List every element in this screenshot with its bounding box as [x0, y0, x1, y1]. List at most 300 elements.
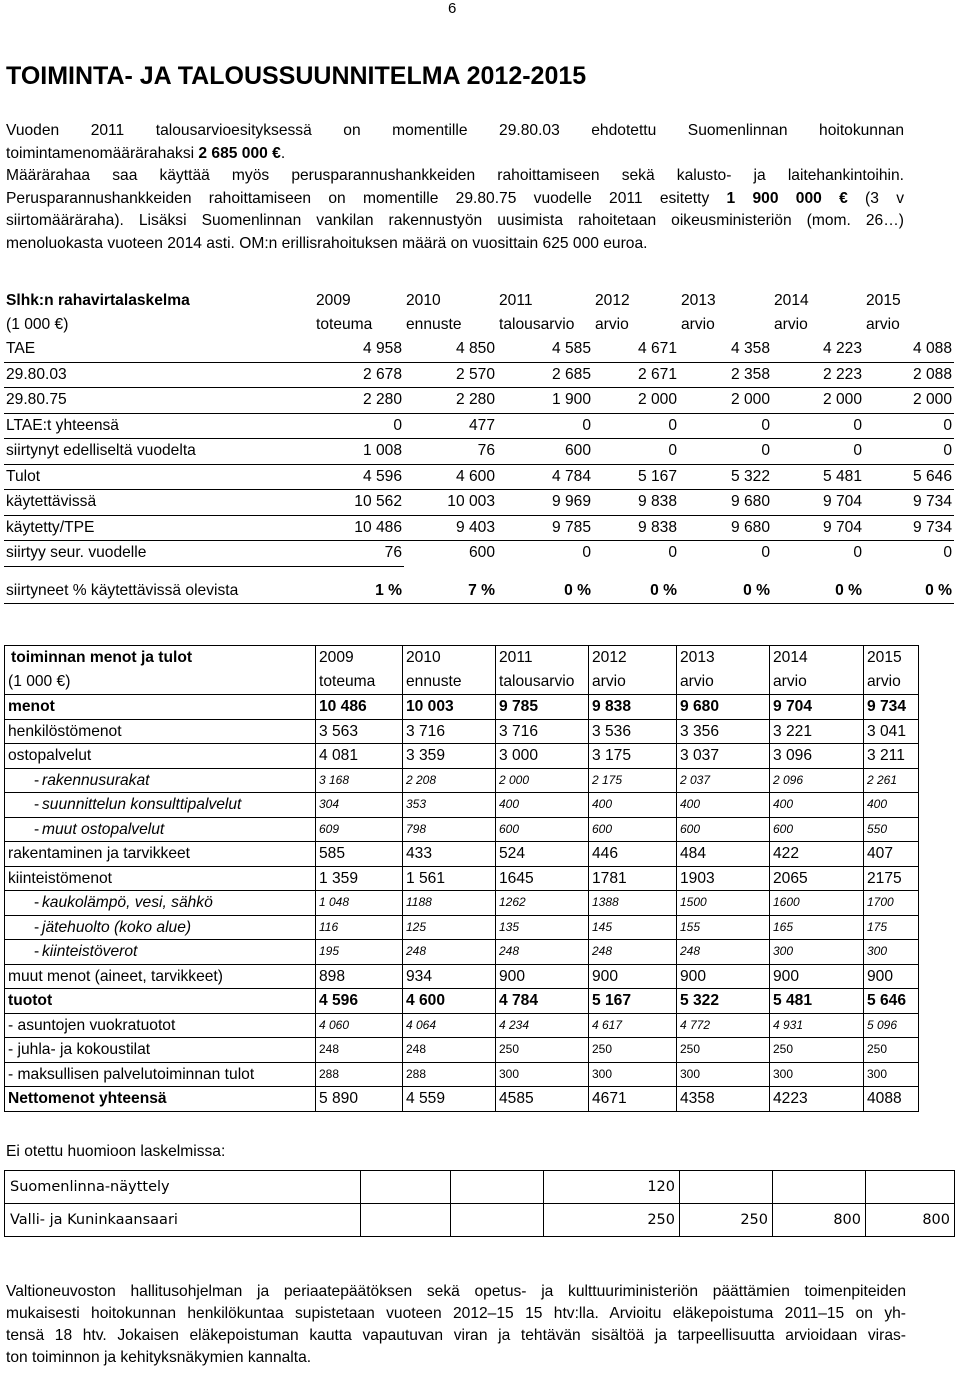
table-row — [4, 337, 954, 362]
row-label: käytettävissä — [4, 490, 314, 516]
table-row — [5, 793, 919, 818]
cell: 3 359 — [403, 744, 496, 769]
closing-paragraph — [6, 1281, 906, 1369]
cell: 400 — [677, 793, 770, 818]
row-label-text: kiinteistöverot — [42, 943, 138, 960]
cell: 484 — [677, 842, 770, 867]
cell: 400 — [770, 793, 864, 818]
intro-line-2-text: toimintamenomäärärahaksi — [6, 144, 199, 162]
row-label — [5, 940, 316, 965]
cell: 4 931 — [770, 1013, 864, 1038]
cell: 195 — [316, 940, 403, 965]
cell: 2 678 — [314, 362, 404, 388]
cell: 600 — [468, 544, 495, 562]
cell: 248 — [496, 940, 589, 965]
row-label: - asuntojen vuokratuotot — [5, 1013, 316, 1038]
cell: 0 % — [593, 579, 679, 604]
dash: - — [34, 820, 40, 838]
table-row — [5, 768, 919, 793]
cell: 1388 — [589, 891, 677, 916]
row-label: Nettomenot yhteensä — [5, 1087, 316, 1112]
row-label: menot — [5, 695, 316, 720]
cell: 9 704 — [772, 490, 864, 516]
cell: 1781 — [589, 866, 677, 891]
cell: 0 — [761, 544, 770, 562]
intro-line-2-end: . — [280, 144, 286, 162]
cell: 0 — [943, 544, 952, 562]
cell: 600 — [770, 817, 864, 842]
closing-line-1: Valtioneuvoston hallitusohjelman ja periaatepäätöksen sekä opetus- ja kulttuuriministeriön päättämien toimenpiteiden — [6, 1283, 906, 1300]
cell: 2 037 — [677, 768, 770, 793]
cell: 600 — [589, 817, 677, 842]
cell: 2 208 — [403, 768, 496, 793]
intro-line-5: siirtomääräraha). Lisäksi Suomenlinnan vankilan rakennustyön uusimista rahoitetaan oikeusministeriön (mom. 26…) — [6, 212, 904, 229]
dash: - — [34, 894, 40, 911]
cell: 5 646 — [864, 989, 919, 1014]
spacer — [4, 566, 954, 579]
cell: 900 — [677, 964, 770, 989]
cell: 5 481 — [770, 989, 864, 1014]
cell: 2 570 — [404, 362, 497, 388]
cell: 5 167 — [593, 464, 679, 490]
cell: 248 — [589, 940, 677, 965]
col-sub: talousarvio — [499, 316, 575, 333]
cell: 5 167 — [589, 989, 677, 1014]
cell: 2 223 — [772, 362, 864, 388]
cell: 446 — [589, 842, 677, 867]
col-year: 2010 — [403, 646, 496, 671]
cell: 2 280 — [314, 388, 404, 414]
cell: 4 600 — [403, 989, 496, 1014]
cell: 9 838 — [593, 515, 679, 541]
cell: 0 % — [497, 579, 593, 604]
cell: 4 772 — [677, 1013, 770, 1038]
cell: 5 096 — [864, 1013, 919, 1038]
col-sub: arvio — [864, 670, 919, 695]
table-row — [5, 842, 919, 867]
cell: 407 — [864, 842, 919, 867]
cell: 3 221 — [770, 719, 864, 744]
cell: 2 358 — [679, 362, 772, 388]
cell: 600 — [496, 817, 589, 842]
cell: 422 — [770, 842, 864, 867]
cell: 0 — [864, 439, 954, 465]
row-label — [5, 891, 316, 916]
row-label-text: kaukolämpö, vesi, sähkö — [42, 894, 213, 911]
row-label: Tulot — [4, 464, 314, 490]
cell: 145 — [589, 915, 677, 940]
cell: 4 358 — [679, 337, 772, 362]
cell: 3 037 — [677, 744, 770, 769]
cell: 2 000 — [593, 388, 679, 414]
table-row — [5, 817, 919, 842]
row-label: Suomenlinna-näyttely — [5, 1171, 361, 1204]
col-sub: arvio — [770, 670, 864, 695]
intro-paragraph — [6, 120, 904, 255]
row-label: - maksullisen palvelutoiminnan tulot — [5, 1062, 316, 1087]
cell: 1600 — [770, 891, 864, 916]
cell: 2 088 — [864, 362, 954, 388]
table-row — [4, 362, 954, 388]
cell: 1 359 — [316, 866, 403, 891]
col-year: 2014 — [774, 292, 809, 309]
cell: 300 — [589, 1062, 677, 1087]
intro-amount-2685000: 2 685 000 € — [198, 144, 281, 162]
cell: 9 403 — [404, 515, 497, 541]
cell: 288 — [316, 1062, 403, 1087]
cell: 116 — [316, 915, 403, 940]
cell: 934 — [403, 964, 496, 989]
cell: 155 — [677, 915, 770, 940]
cell: 9 734 — [864, 695, 919, 720]
cashflow-header-title: Slhk:n rahavirtalaskelma — [6, 292, 190, 309]
table-row — [5, 1087, 919, 1112]
col-year: 2013 — [681, 292, 716, 309]
col-year: 2012 — [595, 292, 630, 309]
row-label: käytetty/TPE — [4, 515, 314, 541]
cell: 0 — [497, 413, 593, 439]
table-row — [4, 515, 954, 541]
cell: 1700 — [864, 891, 919, 916]
dash: - — [34, 771, 40, 789]
cell: 0 — [582, 544, 591, 562]
cell: 2 000 — [679, 388, 772, 414]
excluded-note: Ei otettu huomioon laskelmissa: — [6, 1143, 226, 1160]
cell: 3 211 — [864, 744, 919, 769]
cell: 248 — [316, 1038, 403, 1063]
table-row — [5, 940, 919, 965]
table-row — [4, 464, 954, 490]
table-row — [4, 388, 954, 414]
row-label: ostopalvelut — [5, 744, 316, 769]
row-label: rakentaminen ja tarvikkeet — [5, 842, 316, 867]
cell: 0 % — [679, 579, 772, 604]
cell: 250 — [677, 1038, 770, 1063]
col-year: 2009 — [316, 646, 403, 671]
col-year: 2012 — [589, 646, 677, 671]
col-year: 2010 — [406, 292, 441, 309]
cell: 4 585 — [497, 337, 593, 362]
dash: - — [34, 943, 40, 960]
table-row — [5, 866, 919, 891]
cell: 4585 — [496, 1087, 589, 1112]
row-label — [5, 915, 316, 940]
cell: 2 175 — [589, 768, 677, 793]
cell: 125 — [403, 915, 496, 940]
cell: 9 838 — [593, 490, 679, 516]
row-label: 29.80.75 — [4, 388, 314, 414]
cell: 9 838 — [589, 695, 677, 720]
row-label — [5, 768, 316, 793]
cell: 250 — [864, 1038, 919, 1063]
table-row — [4, 490, 954, 516]
cell: 0 % — [772, 579, 864, 604]
row-label: siirtynyt edelliseltä vuodelta — [4, 439, 314, 465]
cell: 300 — [677, 1062, 770, 1087]
col-sub: talousarvio — [496, 670, 589, 695]
cell: 0 — [772, 439, 864, 465]
operating-costs-table — [4, 645, 919, 1112]
cell: 4 234 — [496, 1013, 589, 1038]
cell: 250 — [680, 1204, 773, 1237]
row-label — [5, 817, 316, 842]
cell: 3 175 — [589, 744, 677, 769]
cell: 1903 — [677, 866, 770, 891]
cell: 76 — [404, 439, 497, 465]
col-year: 2011 — [496, 646, 589, 671]
cell: 4 600 — [404, 464, 497, 490]
col-year: 2015 — [864, 646, 919, 671]
cashflow-header-unit: (1 000 €) — [6, 316, 69, 333]
col-sub: ennuste — [406, 316, 462, 333]
cell: 9 704 — [770, 695, 864, 720]
cell: 0 — [853, 544, 862, 562]
col-sub: arvio — [866, 316, 900, 333]
cell: 5 322 — [679, 464, 772, 490]
col-year: 2014 — [770, 646, 864, 671]
cell: 9 680 — [679, 515, 772, 541]
cell: 9 969 — [497, 490, 593, 516]
cell: 250 — [770, 1038, 864, 1063]
cell: 2 685 — [497, 362, 593, 388]
cell: 250 — [496, 1038, 589, 1063]
cell: 9 785 — [497, 515, 593, 541]
table-row — [4, 541, 954, 567]
cell: 10 562 — [314, 490, 404, 516]
col-sub: arvio — [681, 316, 715, 333]
cell: 2175 — [864, 866, 919, 891]
cell: 10 003 — [403, 695, 496, 720]
cell: 300 — [496, 1062, 589, 1087]
cell: 9 734 — [864, 515, 954, 541]
cell: 400 — [864, 793, 919, 818]
table-row — [5, 1171, 955, 1204]
cell: 248 — [677, 940, 770, 965]
cell — [866, 1171, 955, 1204]
cell: 585 — [316, 842, 403, 867]
col-year: 2013 — [677, 646, 770, 671]
row-label: TAE — [4, 337, 314, 362]
cell: 4358 — [677, 1087, 770, 1112]
cell — [361, 1204, 451, 1237]
cell: 3 000 — [496, 744, 589, 769]
cell: 2 000 — [772, 388, 864, 414]
cell — [680, 1171, 773, 1204]
cell: 0 — [772, 413, 864, 439]
table-row — [5, 989, 919, 1014]
cell: 9 704 — [772, 515, 864, 541]
row-label-text: muut ostopalvelut — [42, 820, 165, 838]
cell: 2 096 — [770, 768, 864, 793]
cell — [361, 1171, 451, 1204]
row-label: henkilöstömenot — [5, 719, 316, 744]
intro-line-4-text: Perusparannushankkeiden rahoittamiseen on momentille 29.80.75 vuodelle 2011 esitetty — [6, 189, 727, 207]
cell: 3 536 — [589, 719, 677, 744]
intro-line-4 — [6, 188, 904, 211]
dash: - — [34, 918, 40, 936]
cell: 4 064 — [403, 1013, 496, 1038]
cell: 1262 — [496, 891, 589, 916]
cell: 4 671 — [593, 337, 679, 362]
cell: 1645 — [496, 866, 589, 891]
table-row — [5, 1204, 955, 1237]
cell: 4 223 — [772, 337, 864, 362]
cell: 175 — [864, 915, 919, 940]
table-row — [5, 891, 919, 916]
col-sub: toteuma — [316, 670, 403, 695]
row-label: tuotot — [5, 989, 316, 1014]
cell: 4 081 — [316, 744, 403, 769]
table-row — [5, 1062, 919, 1087]
cell: 7 % — [404, 579, 497, 604]
cell: 135 — [496, 915, 589, 940]
col-year: 2011 — [499, 292, 533, 309]
col-year: 2015 — [866, 292, 901, 309]
costs-header-unit: (1 000 €) — [5, 670, 316, 695]
cell: 4 559 — [403, 1087, 496, 1112]
col-sub: arvio — [774, 316, 808, 333]
cell: 288 — [403, 1062, 496, 1087]
cell: 248 — [403, 940, 496, 965]
col-sub: arvio — [677, 670, 770, 695]
row-label: LTAE:t yhteensä — [4, 413, 314, 439]
cell: 600 — [497, 439, 593, 465]
cell: 300 — [864, 1062, 919, 1087]
cell: 1 561 — [403, 866, 496, 891]
dash: - — [34, 796, 40, 813]
cell: 3 716 — [496, 719, 589, 744]
cell: 400 — [589, 793, 677, 818]
row-label — [5, 793, 316, 818]
cell: 800 — [866, 1204, 955, 1237]
cell: 4088 — [864, 1087, 919, 1112]
intro-line-3: Määrärahaa saa käyttää myös perusparannushankkeiden rahoittamiseen sekä kalusto- ja laitehankintoihin. — [6, 167, 904, 184]
cell: 4223 — [770, 1087, 864, 1112]
col-sub: arvio — [595, 316, 629, 333]
cell: 304 — [316, 793, 403, 818]
intro-line-6: menoluokasta vuoteen 2014 asti. OM:n erillisrahoituksen määrä on vuosittain 625 000 euroa. — [6, 234, 648, 252]
closing-line-3: tensä 18 htv. Jokaisen eläkepoistuman kautta vapautuvan viran ja tehtävän sisältöä ja tarpeellisuutta arvioidaan viras- — [6, 1327, 906, 1344]
cell: 898 — [316, 964, 403, 989]
table-row — [4, 413, 954, 439]
cell: 2 280 — [404, 388, 497, 414]
cell: 300 — [770, 940, 864, 965]
cell: 3 356 — [677, 719, 770, 744]
cell: 477 — [404, 413, 497, 439]
cell: 9 785 — [496, 695, 589, 720]
cell: 165 — [770, 915, 864, 940]
cell: 120 — [544, 1171, 680, 1204]
cell: 1 900 — [497, 388, 593, 414]
row-label: siirtyneet % käytettävissä olevista — [4, 579, 314, 604]
cell: 5 481 — [772, 464, 864, 490]
cell: 4 784 — [497, 464, 593, 490]
page-title: TOIMINTA- JA TALOUSSUUNNITELMA 2012-2015 — [6, 62, 587, 90]
costs-header-title-text: toiminnan menot ja tulot — [11, 649, 193, 666]
table-row — [5, 964, 919, 989]
cell: 900 — [496, 964, 589, 989]
closing-line-2: mukaisesti hoitokunnan henkilökuntaa supistetaan vuoteen 2012–15 15 htv:lla. Arvioitu eläkepoistuma 2011–15 on yh- — [6, 1305, 906, 1322]
table-row — [5, 695, 919, 720]
intro-amount-1900000: 1 900 000 € — [726, 189, 848, 207]
row-label: kiinteistömenot — [5, 866, 316, 891]
cashflow-table — [4, 289, 954, 604]
cell: 2 000 — [496, 768, 589, 793]
excluded-items-table — [4, 1170, 955, 1237]
table-row — [5, 1013, 919, 1038]
cell: 9 680 — [677, 695, 770, 720]
row-label: Valli- ja Kuninkaansaari — [5, 1204, 361, 1237]
intro-line-2 — [6, 143, 904, 166]
cell: 4 958 — [314, 337, 404, 362]
cell: 600 — [677, 817, 770, 842]
table-row — [4, 579, 954, 604]
cell: 76 — [314, 541, 404, 567]
cell: 3 168 — [316, 768, 403, 793]
cell: 300 — [770, 1062, 864, 1087]
cell: 4 596 — [316, 989, 403, 1014]
page-number: 6 — [448, 0, 457, 17]
closing-line-4: ton toiminnon ja kehityksnäkymien kannalta. — [6, 1349, 312, 1366]
cell: 4 617 — [589, 1013, 677, 1038]
cell: 9 680 — [679, 490, 772, 516]
cell: 250 — [589, 1038, 677, 1063]
cell: 0 % — [864, 579, 954, 604]
cell: 900 — [864, 964, 919, 989]
row-label: 29.80.03 — [4, 362, 314, 388]
cell: 0 — [593, 439, 679, 465]
cell: 609 — [316, 817, 403, 842]
cell: 798 — [403, 817, 496, 842]
cell: 1500 — [677, 891, 770, 916]
cell: 4 596 — [314, 464, 404, 490]
cell: 10 486 — [316, 695, 403, 720]
row-label-text: jätehuolto (koko alue) — [42, 918, 192, 936]
col-sub: arvio — [589, 670, 677, 695]
cell: 4 850 — [404, 337, 497, 362]
cell: 3 563 — [316, 719, 403, 744]
col-sub: ennuste — [403, 670, 496, 695]
table-row — [5, 744, 919, 769]
cell: 353 — [403, 793, 496, 818]
col-year: 2009 — [316, 292, 351, 309]
row-label-text: suunnittelun konsulttipalvelut — [42, 796, 242, 813]
cell — [451, 1171, 544, 1204]
cell — [773, 1171, 866, 1204]
row-label-text: rakennusurakat — [42, 771, 150, 789]
cell: 5 322 — [677, 989, 770, 1014]
cell: 2 261 — [864, 768, 919, 793]
cell: 0 — [593, 413, 679, 439]
cell: 0 — [314, 413, 404, 439]
cell: 0 — [679, 413, 772, 439]
cell: 0 — [668, 544, 677, 562]
cell: 4 784 — [496, 989, 589, 1014]
cell: 4671 — [589, 1087, 677, 1112]
cell: 400 — [496, 793, 589, 818]
cell: 0 — [864, 413, 954, 439]
cell: 5 646 — [864, 464, 954, 490]
cell: 3 096 — [770, 744, 864, 769]
cell: 1 048 — [316, 891, 403, 916]
cell: 10 003 — [404, 490, 497, 516]
cell: 2 671 — [593, 362, 679, 388]
cell: 550 — [864, 817, 919, 842]
table-row — [4, 439, 954, 465]
row-label: siirtyy seur. vuodelle — [4, 541, 314, 567]
cell: 524 — [496, 842, 589, 867]
cell: 1 008 — [314, 439, 404, 465]
